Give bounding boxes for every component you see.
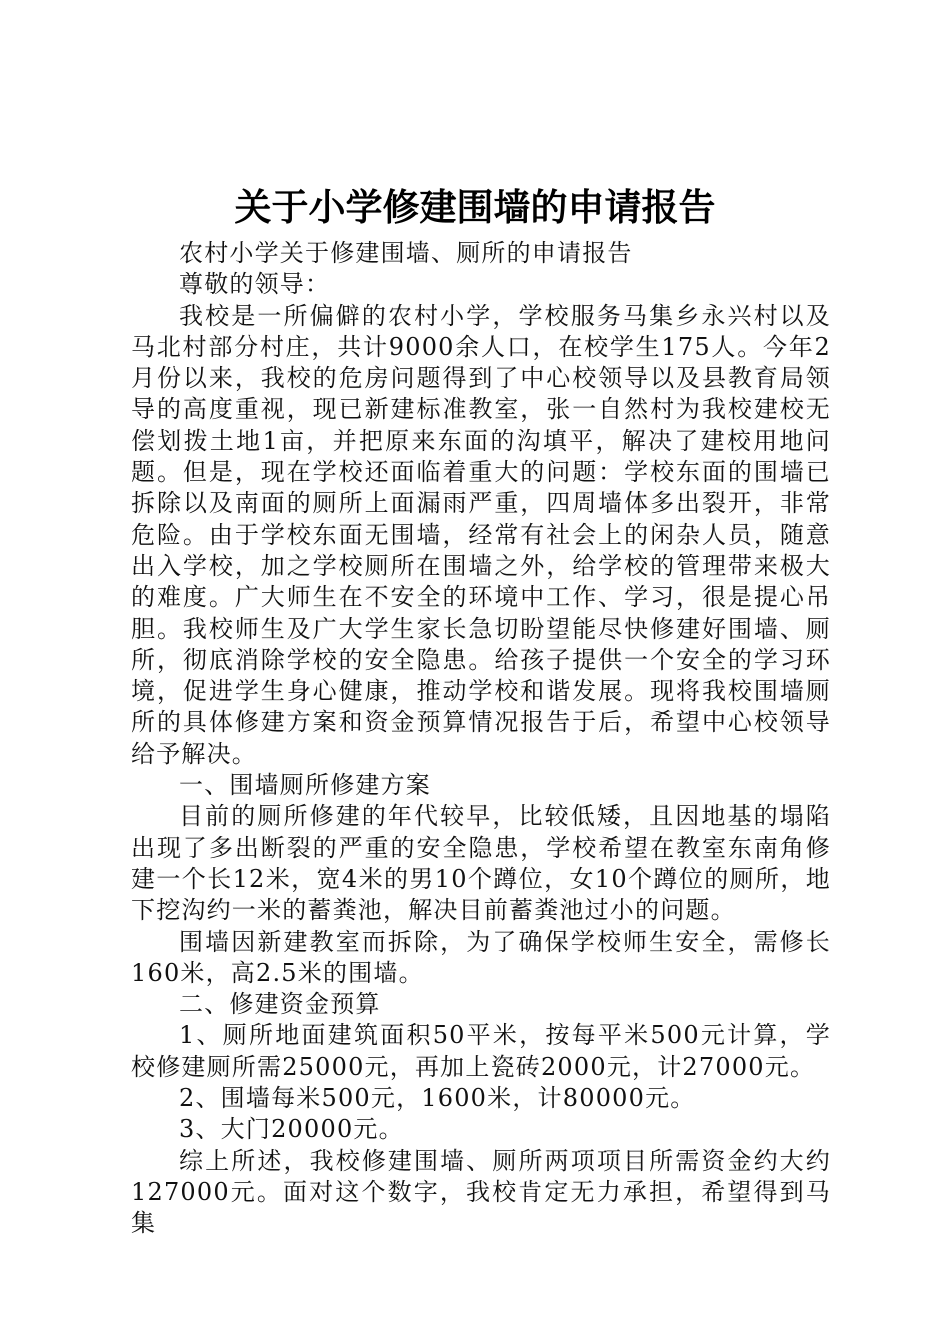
section-heading: 二、修建资金预算 <box>179 990 381 1019</box>
budget-item: 1、厕所地面建筑面积50平米，按每平米500元计算，学校修建厕所需25000元，再加上瓷砖2000元，计27000元。 <box>131 1021 831 1081</box>
body-paragraph: 我校是一所偏僻的农村小学，学校服务马集乡永兴村以及马北村部分村庄，共计9000余人口，在校学生175人。今年2月份以来，我校的危房问题得到了中心校领导以及县教育局领导的高度重视，现已新建标准教室，张一自然村为我校建校无偿划拨土地1亩，并把原来东面的沟填平，解决了建校用地问题。但是，现在学校还面临着重大的问题：学校东面的围墙已拆除以及南面的厕所上面漏雨严重，四周墙体多出裂开，非常危险。由于学校东面无围墙，经常有社会上的闲杂人员，随意出入学校，加之学校厕所在围墙之外，给学校的管理带来极大的难度。广大师生在不安全的环境中工作、学习，很是提心吊胆。我校师生及广大学生家长急切盼望能尽快修建好围墙、厕所，彻底消除学校的安全隐患。给孩子提供一个安全的学习环境，促进学生身心健康，推动学校和谐发展。现将我校围墙厕所的具体修建方案和资金预算情况报告于后，希望中心校领导给予解决。 <box>131 301 831 768</box>
section-heading: 一、围墙厕所修建方案 <box>179 771 431 800</box>
subtitle-paragraph: 农村小学关于修建围墙、厕所的申请报告 <box>179 239 633 267</box>
budget-item: 3、大门20000元。 <box>179 1115 404 1144</box>
body-paragraph: 综上所述，我校修建围墙、厕所两项项目所需资金约大约127000元。面对这个数字，我校肯定无力承担，希望得到马集 <box>131 1146 831 1238</box>
budget-item: 2、围墙每米500元，1600米，计80000元。 <box>179 1084 696 1113</box>
document-body <box>131 238 831 1240</box>
body-paragraph: 围墙因新建教室而拆除，为了确保学校师生安全，需修长160米，高2.5米的围墙。 <box>131 927 831 987</box>
salutation-paragraph: 尊敬的领导： <box>179 270 331 299</box>
document-title: 关于小学修建围墙的申请报告 <box>234 185 716 229</box>
body-paragraph: 目前的厕所修建的年代较早，比较低矮，且因地基的塌陷出现了多出断裂的严重的安全隐患，学校希望在教室东南角修建一个长12米，宽4米的男10个蹲位，女10个蹲位的厕所，地下挖沟约一米的蓄粪池，解决目前蓄粪池过小的问题。 <box>131 802 831 925</box>
